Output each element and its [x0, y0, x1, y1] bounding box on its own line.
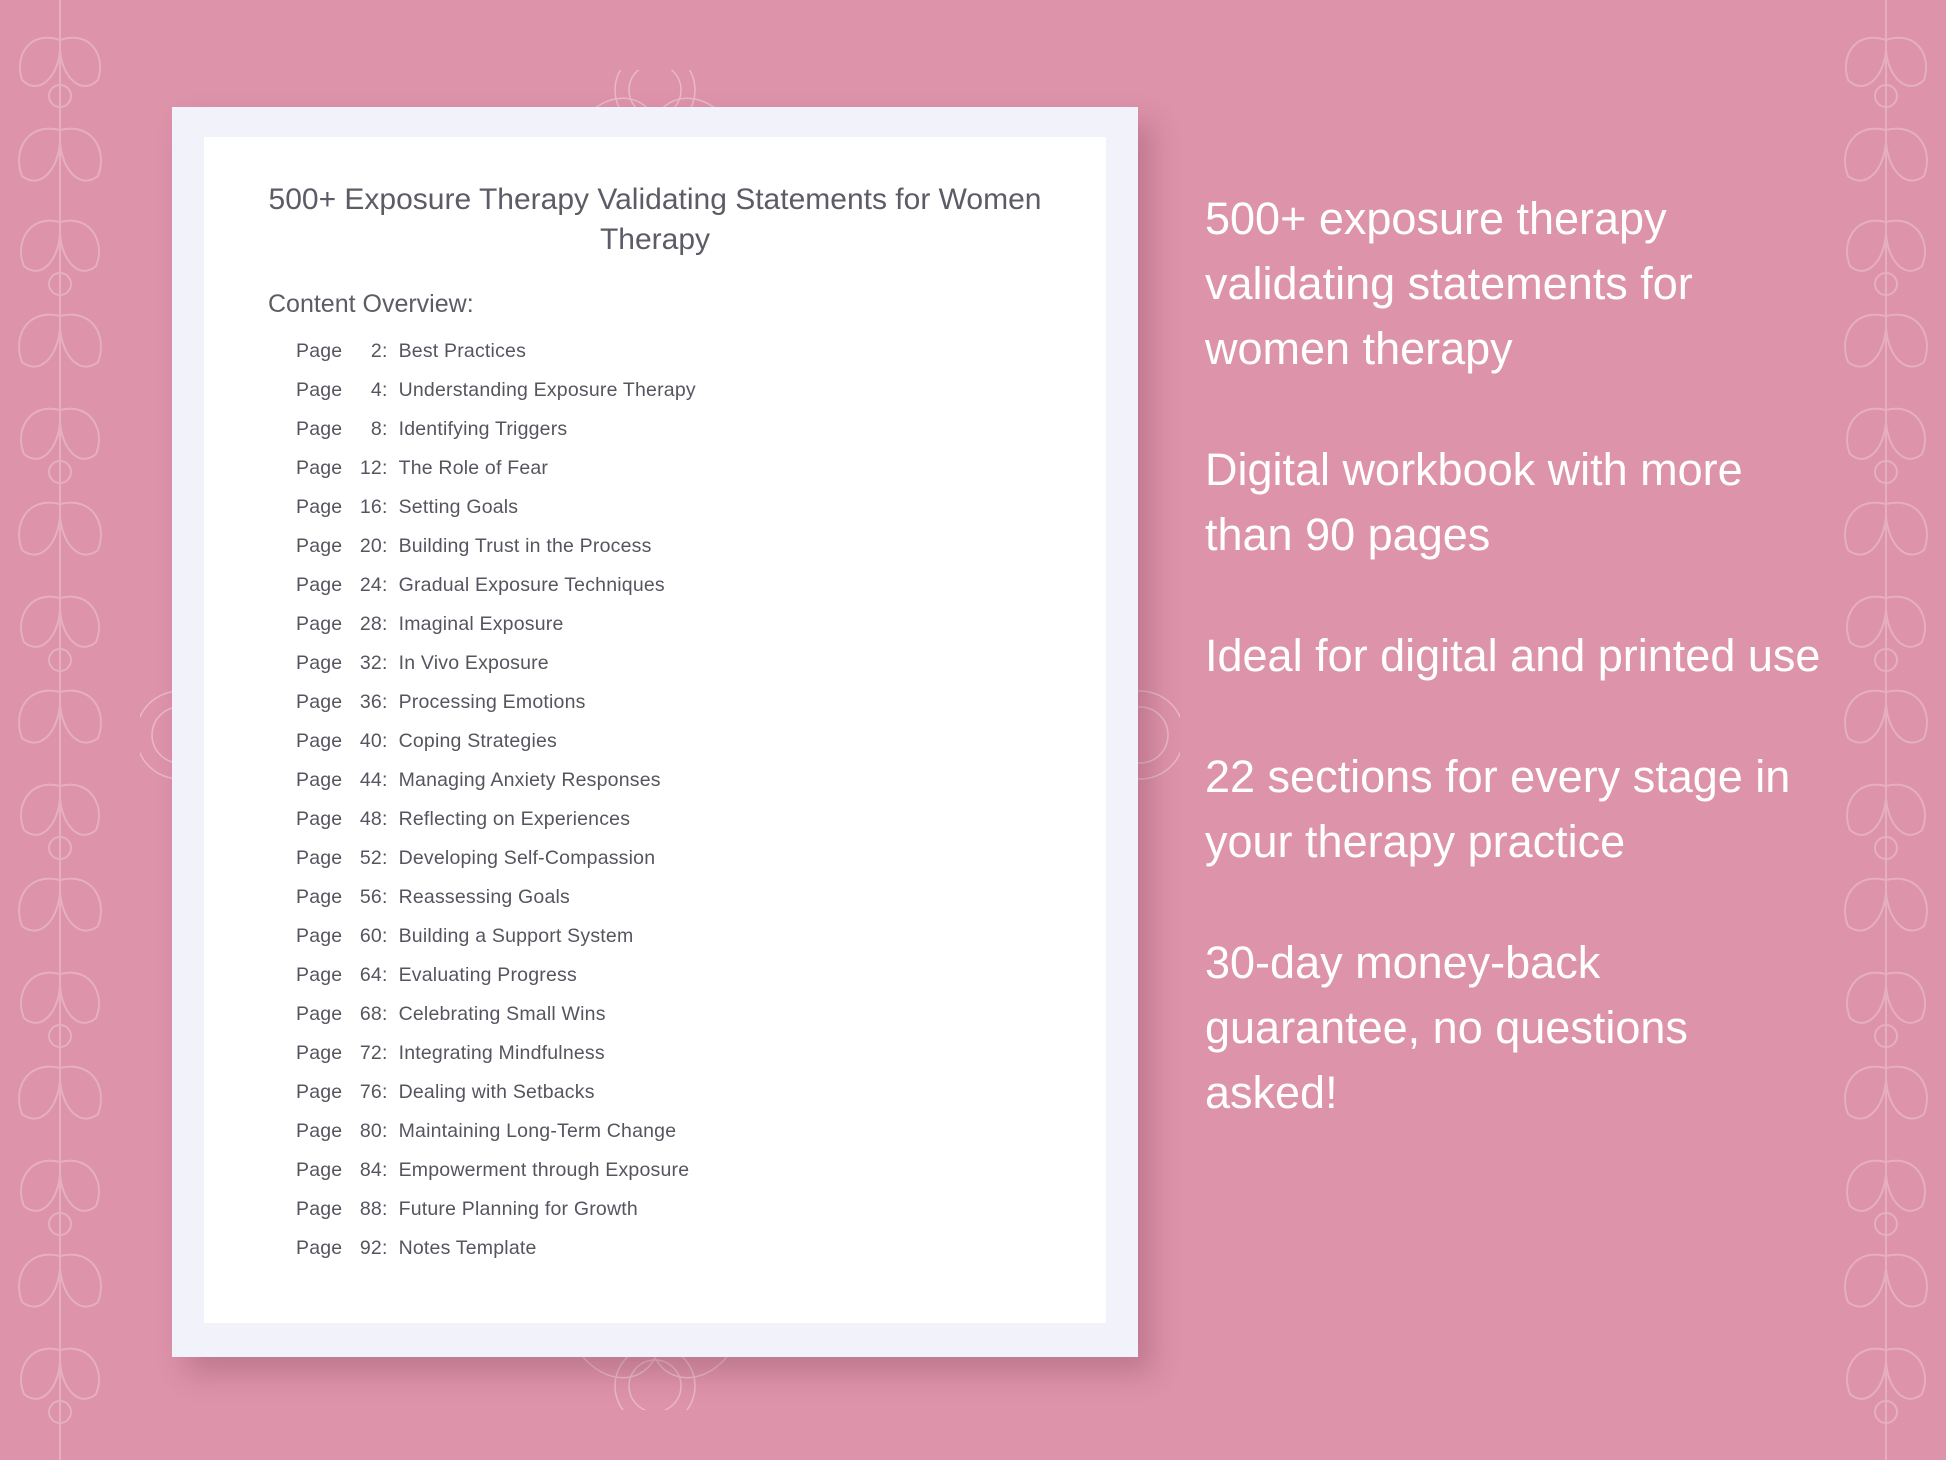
content-overview-label: Content Overview: — [268, 290, 474, 318]
toc-page-word: Page — [296, 574, 348, 596]
toc-row — [296, 379, 1036, 418]
toc-page-word: Page — [296, 730, 348, 752]
toc-section-title: Integrating Mindfulness — [398, 1042, 605, 1064]
toc-row — [296, 847, 1036, 886]
toc-page-number: 88 — [359, 1198, 382, 1220]
toc-section-title: Gradual Exposure Techniques — [398, 574, 665, 596]
toc-separator: : — [381, 964, 388, 986]
toc-page-word: Page — [296, 808, 348, 830]
toc-section-title: Dealing with Setbacks — [398, 1081, 595, 1103]
toc-page-number: 8 — [370, 418, 382, 440]
toc-page-number: 28 — [359, 613, 382, 635]
toc-section-title: The Role of Fear — [398, 457, 549, 479]
toc-separator: : — [381, 1003, 388, 1025]
marketing-bullet: Digital workbook with more than 90 pages — [1205, 444, 1743, 560]
toc-page-number: 40 — [359, 730, 382, 752]
toc-row — [296, 769, 1036, 808]
toc-section-title: Coping Strategies — [398, 730, 558, 752]
toc-page-number: 68 — [359, 1003, 382, 1025]
toc-section-title: Developing Self-Compassion — [398, 847, 656, 869]
toc-page-word: Page — [296, 1081, 348, 1103]
toc-separator: : — [381, 457, 388, 479]
toc-page-number: 2 — [370, 340, 382, 362]
toc-row — [296, 730, 1036, 769]
toc-page-word: Page — [296, 847, 348, 869]
toc-separator: : — [381, 808, 388, 830]
table-of-contents — [296, 340, 1036, 1276]
toc-page-word: Page — [296, 1120, 348, 1142]
toc-page-word: Page — [296, 535, 348, 557]
toc-page-word: Page — [296, 379, 348, 401]
toc-separator: : — [381, 925, 388, 947]
toc-section-title: In Vivo Exposure — [398, 652, 549, 674]
toc-separator: : — [381, 1198, 388, 1220]
toc-page-word: Page — [296, 457, 348, 479]
toc-page-number: 36 — [359, 691, 382, 713]
toc-row — [296, 535, 1036, 574]
toc-separator: : — [381, 1120, 388, 1142]
toc-row — [296, 808, 1036, 847]
toc-separator: : — [381, 379, 388, 401]
toc-separator: : — [381, 574, 388, 596]
toc-page-word: Page — [296, 418, 348, 440]
toc-section-title: Managing Anxiety Responses — [398, 769, 661, 791]
toc-section-title: Empowerment through Exposure — [398, 1159, 690, 1181]
toc-section-title: Understanding Exposure Therapy — [398, 379, 696, 401]
marketing-bullet: 500+ exposure therapy validating statements for women therapy — [1205, 193, 1693, 374]
toc-row — [296, 1120, 1036, 1159]
toc-separator: : — [381, 691, 388, 713]
toc-separator: : — [381, 1042, 388, 1064]
toc-row — [296, 613, 1036, 652]
toc-row — [296, 925, 1036, 964]
toc-separator: : — [381, 613, 388, 635]
toc-section-title: Best Practices — [398, 340, 527, 362]
toc-page-number: 64 — [359, 964, 382, 986]
toc-page-number: 92 — [359, 1237, 382, 1259]
toc-separator: : — [381, 535, 388, 557]
toc-row — [296, 340, 1036, 379]
toc-separator: : — [381, 730, 388, 752]
marketing-bullet: 22 sections for every stage in your therapy practice — [1205, 751, 1791, 867]
page-title: 500+ Exposure Therapy Validating Statements for Women Therapy — [268, 183, 1042, 256]
toc-page-number: 60 — [359, 925, 382, 947]
toc-page-word: Page — [296, 886, 348, 908]
toc-separator: : — [381, 496, 388, 518]
toc-page-word: Page — [296, 925, 348, 947]
toc-row — [296, 652, 1036, 691]
toc-row — [296, 1237, 1036, 1276]
toc-page-number: 76 — [359, 1081, 382, 1103]
toc-page-number: 80 — [359, 1120, 382, 1142]
marketing-bullets — [1205, 186, 1825, 1125]
toc-page-number: 24 — [359, 574, 382, 596]
toc-page-word: Page — [296, 1237, 348, 1259]
toc-section-title: Building a Support System — [398, 925, 634, 947]
toc-page-word: Page — [296, 1042, 348, 1064]
toc-separator: : — [381, 847, 388, 869]
toc-page-word: Page — [296, 340, 348, 362]
toc-row — [296, 1198, 1036, 1237]
marketing-bullet: Ideal for digital and printed use — [1205, 630, 1821, 681]
marketing-bullet: 30-day money-back guarantee, no questions asked! — [1205, 937, 1688, 1118]
toc-section-title: Evaluating Progress — [398, 964, 577, 986]
toc-row — [296, 964, 1036, 1003]
toc-page-word: Page — [296, 1159, 348, 1181]
toc-section-title: Reassessing Goals — [398, 886, 570, 908]
toc-row — [296, 1081, 1036, 1120]
floral-border-right-icon — [1826, 0, 1946, 1460]
floral-border-left-icon — [0, 0, 120, 1460]
toc-separator: : — [381, 1159, 388, 1181]
toc-page-word: Page — [296, 1003, 348, 1025]
toc-separator: : — [381, 418, 388, 440]
toc-section-title: Imaginal Exposure — [398, 613, 564, 635]
toc-separator: : — [381, 340, 388, 362]
toc-page-number: 32 — [359, 652, 382, 674]
toc-separator: : — [381, 1237, 388, 1259]
toc-page-word: Page — [296, 1198, 348, 1220]
toc-section-title: Processing Emotions — [398, 691, 586, 713]
toc-section-title: Maintaining Long-Term Change — [398, 1120, 677, 1142]
toc-separator: : — [381, 1081, 388, 1103]
toc-page-word: Page — [296, 496, 348, 518]
toc-page-number: 20 — [359, 535, 382, 557]
toc-section-title: Celebrating Small Wins — [398, 1003, 606, 1025]
toc-separator: : — [381, 886, 388, 908]
toc-separator: : — [381, 652, 388, 674]
toc-page-number: 44 — [359, 769, 382, 791]
toc-separator: : — [381, 769, 388, 791]
toc-page-number: 4 — [370, 379, 382, 401]
toc-section-title: Building Trust in the Process — [398, 535, 652, 557]
toc-page-word: Page — [296, 769, 348, 791]
toc-section-title: Future Planning for Growth — [398, 1198, 638, 1220]
toc-page-number: 72 — [359, 1042, 382, 1064]
toc-page-word: Page — [296, 964, 348, 986]
toc-row — [296, 1042, 1036, 1081]
toc-row — [296, 574, 1036, 613]
toc-page-number: 12 — [359, 457, 382, 479]
toc-page-number: 16 — [359, 496, 382, 518]
toc-row — [296, 457, 1036, 496]
toc-section-title: Reflecting on Experiences — [398, 808, 631, 830]
toc-page-word: Page — [296, 691, 348, 713]
toc-page-number: 52 — [359, 847, 382, 869]
toc-page-number: 48 — [359, 808, 382, 830]
toc-section-title: Notes Template — [398, 1237, 537, 1259]
toc-row — [296, 691, 1036, 730]
toc-row — [296, 1159, 1036, 1198]
toc-section-title: Identifying Triggers — [398, 418, 568, 440]
toc-section-title: Setting Goals — [398, 496, 519, 518]
toc-row — [296, 418, 1036, 457]
toc-page-number: 84 — [359, 1159, 382, 1181]
toc-row — [296, 886, 1036, 925]
toc-page-number: 56 — [359, 886, 382, 908]
toc-row — [296, 1003, 1036, 1042]
toc-page-word: Page — [296, 652, 348, 674]
toc-row — [296, 496, 1036, 535]
toc-page-word: Page — [296, 613, 348, 635]
